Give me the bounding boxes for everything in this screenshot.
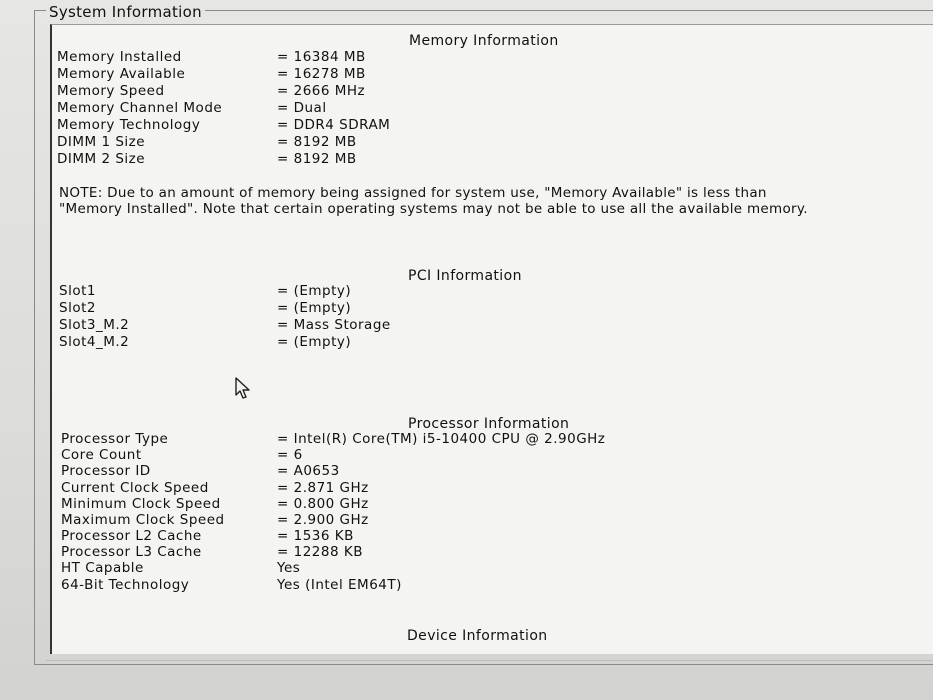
64bit-technology-label: 64-Bit Technology (61, 577, 190, 593)
maximum-clock-speed-label: Maximum Clock Speed (61, 512, 225, 528)
memory-information-title: Memory Information (409, 33, 559, 49)
device-information-title: Device Information (407, 628, 548, 644)
groupbox-title: System Information (46, 3, 205, 21)
minimum-clock-speed-label: Minimum Clock Speed (61, 496, 221, 512)
processor-l2-cache-label: Processor L2 Cache (61, 528, 202, 544)
memory-channel-mode-value: = Dual (277, 100, 327, 116)
processor-l2-cache-value: = 1536 KB (277, 528, 354, 544)
minimum-clock-speed-value: = 0.800 GHz (277, 496, 369, 512)
memory-channel-mode-label: Memory Channel Mode (57, 100, 223, 116)
processor-type-value: = Intel(R) Core(TM) i5-10400 CPU @ 2.90GHz (277, 431, 606, 447)
memory-available-value: = 16278 MB (277, 66, 366, 82)
slot3-m2-value: = Mass Storage (277, 317, 391, 333)
64bit-technology-value: Yes (Intel EM64T) (277, 577, 402, 593)
processor-l3-cache-label: Processor L3 Cache (61, 544, 202, 560)
slot2-label: Slot2 (59, 300, 96, 316)
ht-capable-label: HT Capable (61, 560, 144, 576)
system-information-panel[interactable] (50, 24, 933, 654)
slot4-m2-label: Slot4_M.2 (59, 334, 130, 350)
dimm2-size-label: DIMM 2 Size (57, 151, 146, 167)
current-clock-speed-label: Current Clock Speed (61, 480, 209, 496)
dimm1-size-label: DIMM 1 Size (57, 134, 146, 150)
memory-speed-value: = 2666 MHz (277, 83, 366, 99)
current-clock-speed-value: = 2.871 GHz (277, 480, 369, 496)
processor-information-title: Processor Information (408, 416, 570, 432)
core-count-value: = 6 (277, 447, 303, 463)
memory-installed-label: Memory Installed (57, 49, 182, 65)
memory-technology-value: = DDR4 SDRAM (277, 117, 391, 133)
ht-capable-value: Yes (277, 560, 301, 576)
slot2-value: = (Empty) (277, 300, 352, 316)
core-count-label: Core Count (61, 447, 142, 463)
dimm1-size-value: = 8192 MB (277, 134, 357, 150)
processor-type-label: Processor Type (61, 431, 169, 447)
memory-installed-value: = 16384 MB (277, 49, 366, 65)
memory-technology-label: Memory Technology (57, 117, 201, 133)
memory-note: NOTE: Due to an amount of memory being assigned for system use, "Memory Available" is less than "Memory Installed". Note that certain operating systems may not be able to use all the available memory. (59, 185, 808, 217)
processor-l3-cache-value: = 12288 KB (277, 544, 363, 560)
memory-speed-label: Memory Speed (57, 83, 165, 99)
processor-id-value: = A0653 (277, 463, 340, 479)
slot1-value: = (Empty) (277, 283, 352, 299)
pci-information-title: PCI Information (408, 268, 522, 284)
processor-id-label: Processor ID (61, 463, 151, 479)
slot1-label: Slot1 (59, 283, 96, 299)
slot3-m2-label: Slot3_M.2 (59, 317, 130, 333)
slot4-m2-value: = (Empty) (277, 334, 352, 350)
bottom-frame-divider (46, 660, 933, 690)
memory-available-label: Memory Available (57, 66, 186, 82)
mouse-pointer-icon (234, 377, 254, 401)
maximum-clock-speed-value: = 2.900 GHz (277, 512, 369, 528)
dimm2-size-value: = 8192 MB (277, 151, 357, 167)
